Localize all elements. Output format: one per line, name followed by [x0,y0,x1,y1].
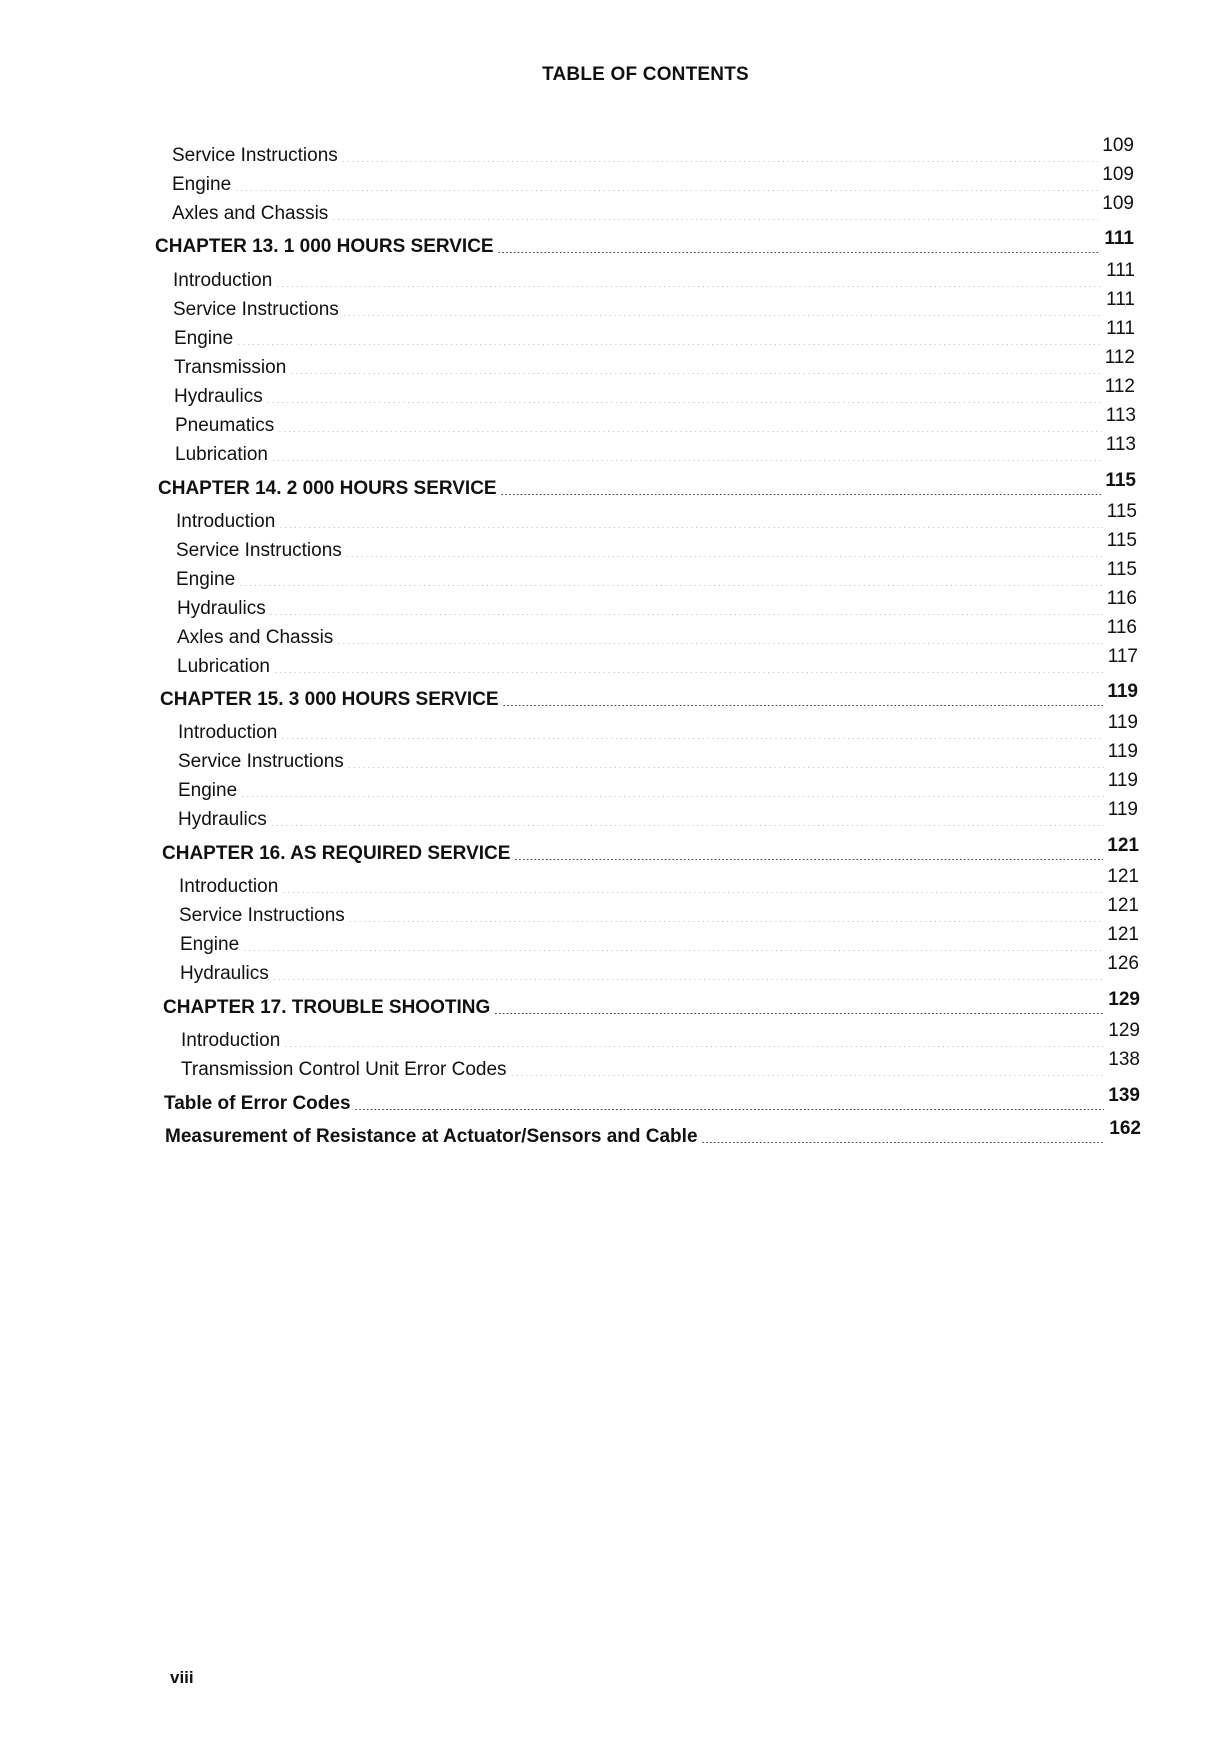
toc-entry[interactable] [180,924,1139,956]
toc-entry-label: Engine [174,328,234,349]
toc-entry-label: Hydraulics [174,386,263,407]
toc-entry[interactable] [178,770,1138,802]
toc-leader-dots [276,268,1102,287]
toc-entry[interactable] [180,953,1139,985]
toc-entry-label: Introduction [179,876,279,897]
toc-entry-label: Introduction [181,1030,281,1051]
toc-entry-page: 119 [1107,681,1138,702]
toc-entry-page: 119 [1107,799,1138,820]
toc-leader-dots [494,995,1104,1014]
toc-entry-label: CHAPTER 14. 2 000 HOURS SERVICE [158,478,497,499]
toc-entry-label: Hydraulics [180,963,269,984]
toc-leader-dots [348,749,1104,768]
toc-entry-page: 113 [1105,405,1136,426]
page-title: TABLE OF CONTENTS [542,64,749,85]
toc-entry-label: Table of Error Codes [164,1093,351,1114]
toc-entry-label: Engine [178,780,238,801]
toc-leader-dots [501,476,1102,495]
toc-entry-label: Measurement of Resistance at Actuator/Sensors and Cable [165,1126,698,1147]
toc-entry[interactable] [176,530,1137,562]
toc-leader-dots [498,234,1101,253]
toc-entry[interactable] [178,741,1138,773]
toc-entry-page: 129 [1108,989,1140,1010]
toc-leader-dots [278,413,1101,432]
toc-entry-label: Lubrication [175,444,268,465]
toc-entry-label: Service Instructions [173,299,339,320]
toc-leader-dots [279,509,1102,528]
toc-entry[interactable] [172,193,1134,225]
toc-entry-page: 111 [1106,260,1135,281]
toc-entry[interactable] [181,1020,1140,1052]
toc-leader-dots [271,807,1104,826]
toc-leader-dots [503,687,1104,706]
toc-entry-page: 121 [1107,895,1139,916]
toc-entry[interactable] [174,376,1135,408]
toc-leader-dots [514,841,1103,860]
toc-entry-page: 115 [1105,470,1136,491]
toc-chapter-entry[interactable] [158,470,1136,500]
toc-leader-dots [239,567,1103,586]
toc-entry-page: 111 [1106,318,1135,339]
toc-leader-dots [282,874,1103,893]
toc-entry-page: 115 [1106,501,1137,522]
toc-leader-dots [511,1057,1105,1076]
toc-entry-label: Hydraulics [178,809,267,830]
toc-chapter-entry[interactable] [155,228,1134,258]
toc-entry[interactable] [174,318,1135,350]
toc-leader-dots [237,326,1102,345]
toc-entry[interactable] [174,347,1135,379]
toc-leader-dots [273,961,1104,980]
toc-chapter-entry[interactable] [160,681,1138,711]
toc-entry[interactable] [181,1049,1140,1081]
toc-entry-label: Transmission Control Unit Error Codes [181,1059,507,1080]
toc-entry-label: Hydraulics [177,598,266,619]
toc-leader-dots [270,596,1103,615]
toc-chapter-entry[interactable] [163,989,1140,1019]
toc-entry-page: 113 [1105,434,1136,455]
toc-entry[interactable] [178,799,1138,831]
toc-entry-label: Service Instructions [179,905,345,926]
toc-entry-label: CHAPTER 13. 1 000 HOURS SERVICE [155,236,494,257]
toc-entry-label: CHAPTER 16. AS REQUIRED SERVICE [162,843,511,864]
toc-leader-dots [274,654,1104,673]
toc-entry-page: 129 [1108,1020,1140,1041]
toc-entry-page: 109 [1102,193,1134,214]
toc-entry-page: 119 [1107,741,1138,762]
toc-leader-dots [243,932,1103,951]
toc-entry-label: Introduction [178,722,278,743]
toc-chapter-entry[interactable] [164,1085,1140,1115]
toc-entry-page: 121 [1107,924,1139,945]
toc-entry-page: 139 [1108,1085,1140,1106]
toc-entry-label: Service Instructions [178,751,344,772]
toc-leader-dots [281,720,1103,739]
toc-entry[interactable] [172,164,1134,196]
toc-entry-label: Pneumatics [175,415,275,436]
toc-entry-page: 119 [1107,770,1138,791]
toc-entry-page: 116 [1106,588,1137,609]
toc-leader-dots [337,625,1102,644]
toc-entry-page: 119 [1107,712,1138,733]
toc-entry[interactable] [173,260,1135,292]
toc-entry-page: 126 [1107,953,1139,974]
toc-entry-page: 112 [1104,376,1135,397]
toc-leader-dots [343,297,1102,316]
toc-entry-page: 109 [1102,164,1134,185]
toc-entry-label: Introduction [176,511,276,532]
toc-entry-page: 121 [1107,835,1139,856]
toc-leader-dots [272,442,1102,461]
toc-entry-label: Lubrication [177,656,270,677]
toc-entry[interactable] [176,501,1137,533]
toc-entry-page: 111 [1104,228,1134,249]
toc-leader-dots [241,778,1104,797]
toc-entry[interactable] [176,559,1137,591]
toc-entry[interactable] [173,289,1135,321]
toc-entry-label: Axles and Chassis [177,627,334,648]
toc-entry[interactable] [177,588,1137,620]
toc-entry-label: CHAPTER 17. TROUBLE SHOOTING [163,997,491,1018]
toc-entry[interactable] [179,866,1139,898]
toc-entry-label: Introduction [173,270,273,291]
toc-leader-dots [346,538,1103,557]
toc-leader-dots [235,172,1098,191]
toc-entry-label: Service Instructions [176,540,342,561]
toc-entry-label: CHAPTER 15. 3 000 HOURS SERVICE [160,689,499,710]
toc-entry-page: 116 [1106,617,1137,638]
page-number: viii [170,1668,194,1687]
toc-entry-label: Engine [172,174,232,195]
toc-entry[interactable] [172,135,1134,167]
toc-entry-label: Engine [176,569,236,590]
toc-entry[interactable] [178,712,1138,744]
toc-leader-dots [267,384,1101,403]
toc-leader-dots [290,355,1100,374]
toc-entry-label: Engine [180,934,240,955]
toc-entry-page: 117 [1107,646,1138,667]
toc-entry-page: 109 [1102,135,1134,156]
toc-entry-page: 162 [1109,1118,1141,1139]
toc-chapter-entry[interactable] [165,1118,1141,1148]
toc-entry-label: Service Instructions [172,145,338,166]
toc-entry-page: 115 [1106,559,1137,580]
toc-entry-page: 111 [1106,289,1135,310]
toc-leader-dots [284,1028,1104,1047]
toc-entry-page: 112 [1104,347,1135,368]
toc-entry[interactable] [179,895,1139,927]
toc-entry-label: Axles and Chassis [172,203,329,224]
toc-entry[interactable] [177,646,1138,678]
toc-chapter-entry[interactable] [162,835,1139,865]
toc-entry-page: 121 [1107,866,1139,887]
toc-leader-dots [332,201,1098,220]
toc-entry[interactable] [177,617,1137,649]
toc-entry[interactable] [175,434,1136,466]
toc-leader-dots [702,1124,1106,1143]
toc-entry[interactable] [175,405,1136,437]
toc-entry-page: 138 [1108,1049,1140,1070]
toc-entry-page: 115 [1106,530,1137,551]
toc-leader-dots [342,143,1099,162]
toc-entry-label: Transmission [174,357,287,378]
toc-leader-dots [355,1091,1105,1110]
toc-leader-dots [349,903,1104,922]
